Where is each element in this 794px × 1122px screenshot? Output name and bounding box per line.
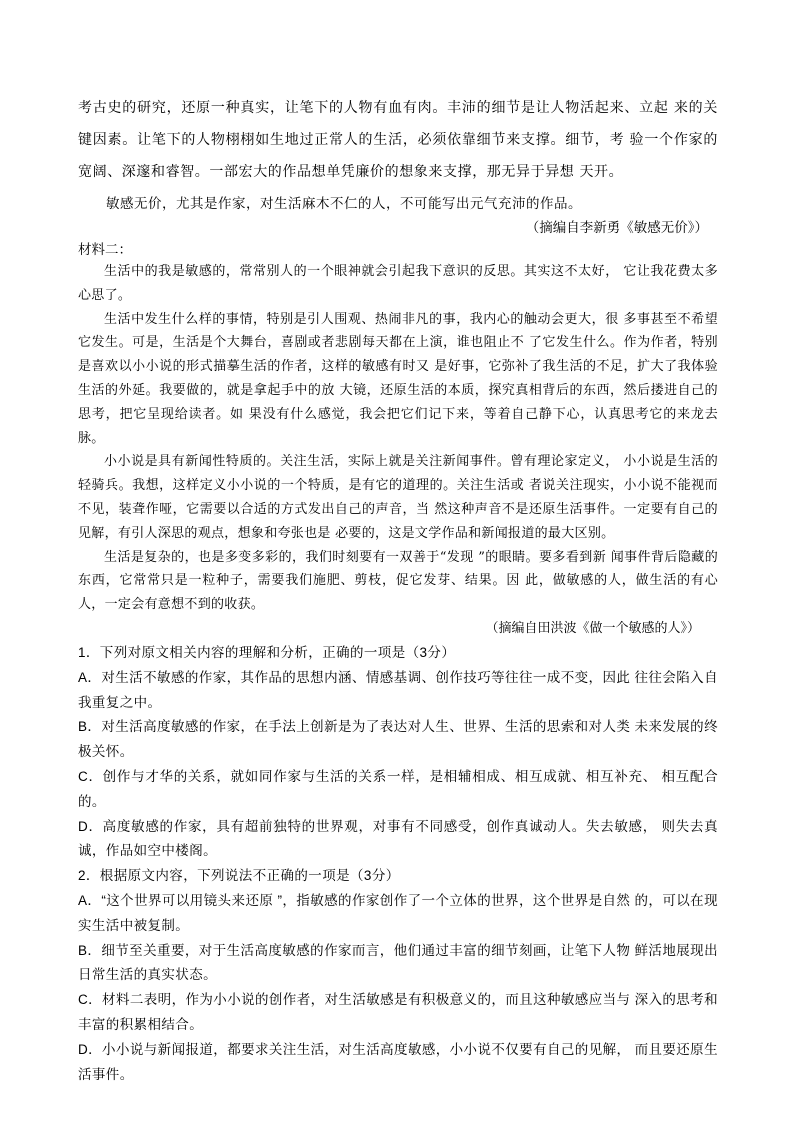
option-d: D．小小说与新闻报道，都要求关注生活，对生活高度敏感，小小说不仅要有自己的见解， 而且要还原生活事件。 (78, 1041, 718, 1082)
material2-paragraph: 小小说是具有新闻性特质的。关注生活，实际上就是关注新闻事件。曾有理论家定义， 小小说是生活的轻骑兵。我想，这样定义小小说的一个特质，是有它的道理的。关注生活或 者说关注现实，小小说不能视而不见，装聋作哑，它需要以合适的方式发出自己的声音，当 然这种声音不是还原生活事件。一定要有自己的见解，有引人深思的观点，想象和夸张也是 必要的，这是文学作品和新闻报道的最大区别。 (78, 454, 718, 541)
exam-page (78, 92, 718, 1087)
option-a: A．对生活不敏感的作家，其作品的思想内涵、情感基调、创作技巧等往往一成不变，因此 往往会陷入自我重复之中。 (78, 669, 718, 710)
question-1 (78, 641, 718, 864)
option-a: A．“这个世界可以用镜头来还原 ”，指敏感的作家创作了一个立体的世界，这个世界是自然 的，可以在现实生活中被复制。 (78, 892, 718, 933)
material2-label: 材料二： (78, 242, 132, 258)
option-b: B．细节至关重要，对于生活高度敏感的作家而言，他们通过丰富的细节刻画，让笔下人物 鲜活地展现出日常生活的真实状态。 (78, 942, 718, 983)
option-c: C．材料二表明，作为小小说的创作者，对生活敏感是有积极意义的，而且这种敏感应当与 深入的思考和丰富的积累相结合。 (78, 992, 718, 1032)
option-d: D．高度敏感的作家，具有超前独特的世界观，对事有不同感受，创作真诚动人。失去敏感， 则失去真诚，作品如空中楼阁。 (78, 818, 718, 859)
material1-source: （摘编自李新勇《敏感无价》） (525, 220, 708, 236)
material2-source: （摘编自田洪波《做一个敏感的人》） (485, 620, 700, 636)
material2-paragraph: 生活是复杂的，也是多变多彩的，我们时刻要有一双善于“发现 ”的眼睛。要多看到新 闻事件背后隐藏的东西，它常常只是一粒种子，需要我们施肥、剪枝，促它发芽、结果。因 此，做敏感的人，做生活的有心人，一定会有意想不到的收获。 (78, 549, 718, 613)
material1-conclusion: 敏感无价，尤其是作家，对生活麻木不仁的人，不可能写出元气充沛的作品。 (106, 196, 582, 212)
material1-paragraph: 考古史的研究，还原一种真实，让笔下的人物有血有肉。丰沛的细节是让人物活起来、立起 来的关键因素。让笔下的人物栩栩如生地过正常人的生活，必须依靠细节来支撑。细节，考 验一个作家的宽阔、深邃和睿智。一部宏大的作品想单凭廉价的想象来支撑，那无异于异想 天开。 (78, 100, 718, 180)
question-2 (78, 864, 718, 1087)
material2-paragraph: 生活中发生什么样的事情，特别是引人围观、热闹非凡的事，我内心的触动会更大，很 多事甚至不希望它发生。可是，生活是个大舞台，喜剧或者悲剧每天都在上演，谁也阻止不 了它发生什么。作为作者，特别是喜欢以小小说的形式描摹生活的作者，这样的敏感有时又 是好事，它弥补了我生活的不足，扩大了我体验生活的外延。我要做的，就是拿起手中的放 大镜，还原生活的本质，探究真相背后的东西，然后搂进自己的思考，把它呈现给读者。如 果没有什么感觉，我会把它们记下来，等着自己静下心，认真思考它的来龙去脉。 (78, 311, 718, 446)
material2-paragraph: 生活中的我是敏感的，常常别人的一个眼神就会引起我下意识的反思。其实这不太好， 它让我花费太多心思了。 (78, 264, 718, 303)
question-stem: 1．下列对原文相关内容的理解和分析，正确的一项是（3分） (78, 644, 456, 660)
question-stem: 2．根据原文内容，下列说法不正确的一项是（3分） (78, 868, 400, 884)
option-c: C．创作与才华的关系，就如同作家与生活的关系一样，是相辅相成、相互成就、相互补充、 相互配合的。 (78, 768, 718, 809)
option-b: B．对生活高度敏感的作家，在手法上创新是为了表达对人生、世界、生活的思索和对人类 未来发展的终极关怀。 (78, 719, 718, 760)
